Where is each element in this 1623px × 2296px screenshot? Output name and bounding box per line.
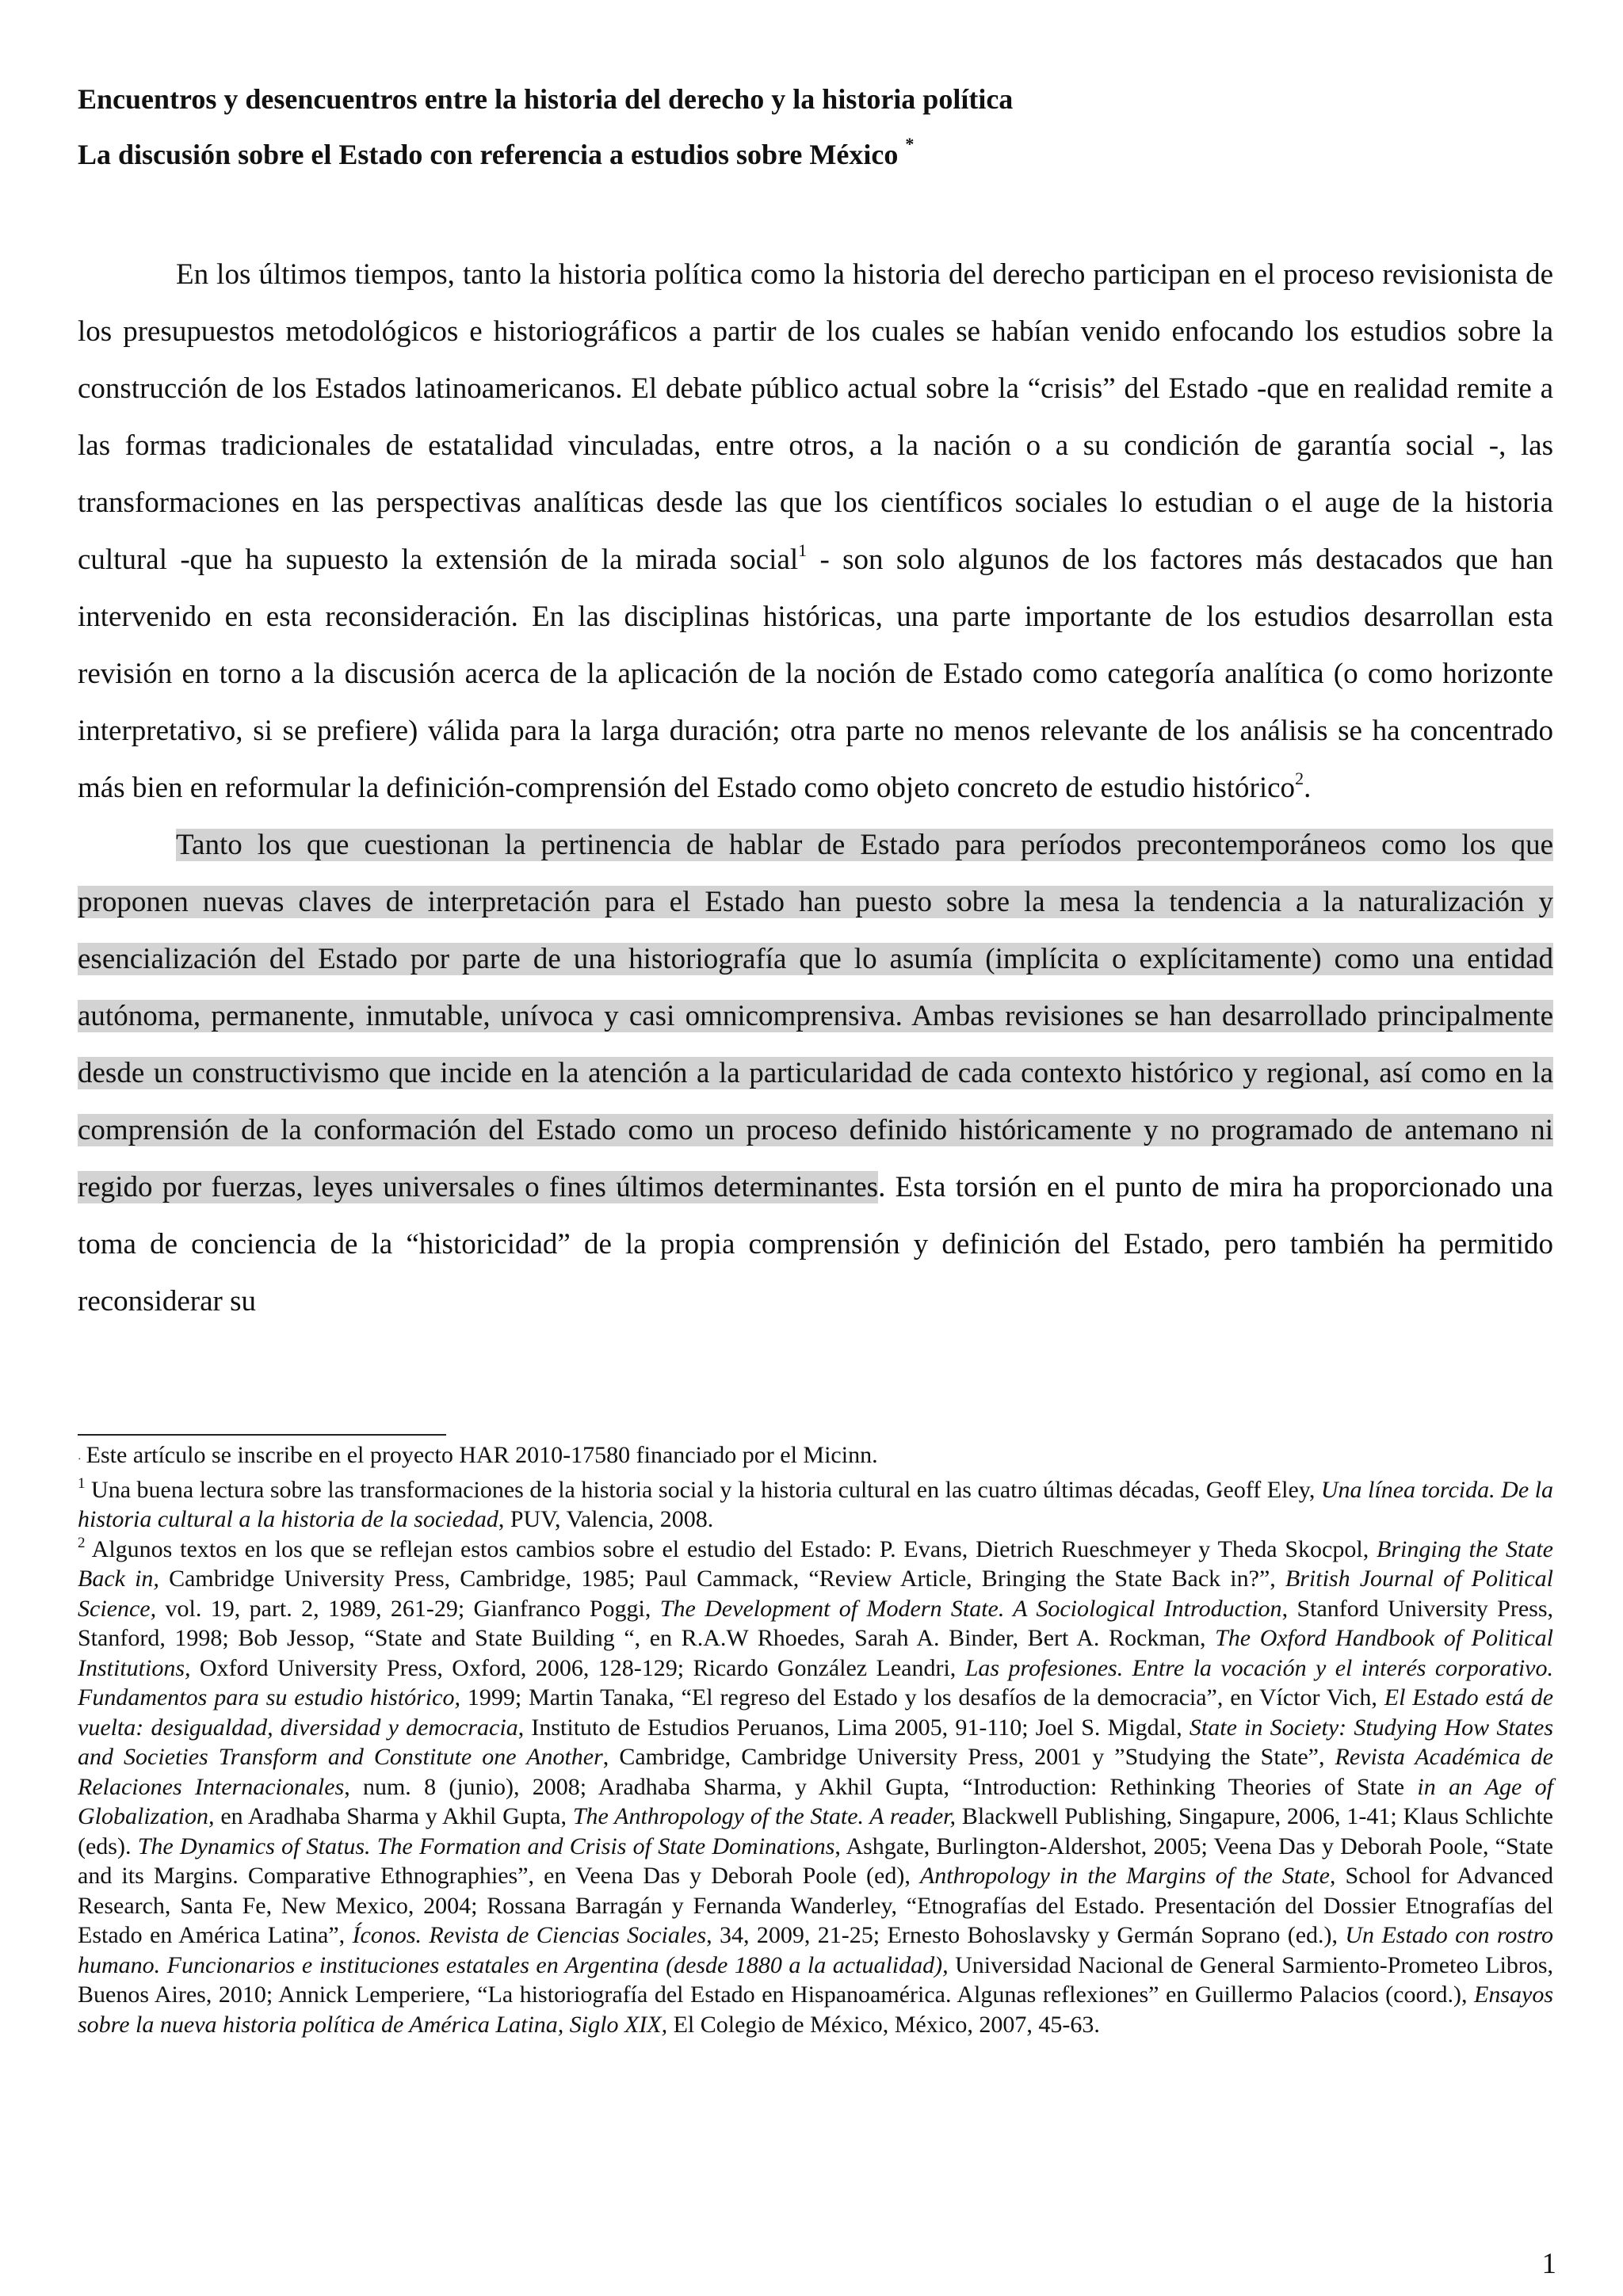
footnote-2-number: 2 xyxy=(78,1534,86,1551)
footnote-ref-1[interactable]: 1 xyxy=(798,540,808,560)
footnote-2-title: British Journal of Political Science, xyxy=(78,1566,1553,1622)
footnote-2-text: Universidad Nacional de General Sarmiento-Prometeo Libros, Buenos Aires, 2010; Annick Lemperiere, “La historiografía del Estado en Hispanoamérica. Algunas reflexiones” en Guillermo Palacios (coord.), xyxy=(78,1951,1554,2008)
footnote-1-text: Una buena lectura sobre las transformaciones de la historia social y la historia cultural en las cuatro últimas décadas, Geoff Eley, xyxy=(85,1476,1321,1503)
footnote-2-text: , Stanford University Press, Stanford, 1998; Bob Jessop, “State and State Building “, en R.A.W Rhoedes, Sarah A. Binder, Bert A. Rockman, xyxy=(78,1595,1554,1651)
title-footnote-marker: * xyxy=(905,134,915,154)
footnote-2-title: The Development of Modern State. A Sociological Introduction xyxy=(659,1595,1282,1622)
footnote-2-text: 1999; Martin Tanaka, “El regreso del Estado y los desafíos de la democracia”, en Víctor Vich, xyxy=(460,1684,1384,1711)
footnote-2-title: The Anthropology of the State. A reader, xyxy=(572,1803,956,1829)
title-text-2: La discusión sobre el Estado con referencia a estudios sobre México xyxy=(78,139,899,170)
footnotes xyxy=(78,1440,1553,2039)
footnote-1-number: 1 xyxy=(78,1474,86,1492)
footnote-2-title: El Estado está de vuelta: desigualdad, diversidad y democracia xyxy=(78,1684,1554,1741)
title-line-1 xyxy=(78,82,1552,116)
footnote-separator xyxy=(78,1434,446,1436)
footnote-2-text: , 34, 2009, 21-25; Ernesto Bohoslavsky y Germán Soprano (ed.), xyxy=(706,1922,1346,1948)
body-text xyxy=(78,246,1553,1330)
footnote-2-title: Las profesiones. Entre la vocación y el interés corporativo. Fundamentos para su estudio histórico, xyxy=(78,1654,1553,1711)
footnote-2-text: Algunos textos en los que se reflejan estos cambios sobre el estudio del Estado: P. Evans, Dietrich Rueschmeyer y Theda Skocpol, xyxy=(85,1535,1377,1562)
footnote-2-text: Cambridge University Press, Cambridge, 1985; Paul Cammack, “Review Article, Bringing the State Back in?”, xyxy=(158,1566,1285,1592)
footnote-2-title: Revista Académica de Relaciones Internacionales xyxy=(78,1744,1554,1800)
footnote-2-text: , Instituto de Estudios Peruanos, Lima 2005, 91-110; Joel S. Migdal, xyxy=(517,1714,1190,1741)
footnote-2-title: Anthropology in the Margins of the State, xyxy=(919,1863,1336,1889)
footnote-2-title: State in Society: Studying How States and Societies Transform and Constitute one Another xyxy=(78,1714,1553,1770)
footnote-2-title: The Dynamics of Status. The Formation and Crisis of State Dominations xyxy=(137,1833,835,1859)
footnote-2-text: Oxford University Press, Oxford, 2006, 128-129; Ricardo González Leandri, xyxy=(190,1654,965,1681)
footnote-2-title: Un Estado con rostro humano. Funcionarios e instituciones estatales en Argentina (desde 1880 a la actualidad), xyxy=(78,1922,1553,1978)
footnote-2-text: , num. 8 (junio), 2008; Aradhaba Sharma, y Akhil Gupta, “Introduction: Rethinking Theories of State xyxy=(344,1773,1418,1800)
footnote-2-title: Íconos. Revista de Ciencias Sociales xyxy=(352,1922,707,1948)
paragraph-2-rest: . Esta torsión en el punto de mira ha proporcionado una toma de conciencia de la “historicidad” de la propia comprensión y definición del Estado, pero también ha permitido reconsiderar su xyxy=(78,1171,1553,1318)
footnote-2-text: en Aradhaba Sharma y Akhil Gupta, xyxy=(214,1803,573,1829)
title-line-2 xyxy=(78,134,1552,172)
footnote-2-text: Blackwell Publishing, Singapure, 2006, 1-41; Klaus Schlichte (eds). xyxy=(78,1803,1553,1859)
footnote-2-text: , Cambridge, Cambridge University Press, 2001 y ”Studying the State”, xyxy=(602,1744,1335,1770)
paragraph-1-text-a: En los últimos tiempos, tanto la historia política como la historia del derecho participan en el proceso revisionista de los presupuestos metodológicos e historiográficos a partir de los cuales se habían venido enfocando los estudios sobre la construcción de los Estados latinoamericanos. El debate público actual sobre la “crisis” del Estado -que en realidad remite a las formas tradicionales de estatalidad vinculadas, entre otros, a la nación o a su condición de garantía social -, las transformaciones en las perspectivas analíticas desde las que los científicos sociales lo estudian o el auge de la historia cultural -que ha supuesto la extensión de la mirada social xyxy=(78,258,1553,576)
paragraph-1-text-b: - son solo algunos de los factores más destacados que han intervenido en esta reconsideración. En las disciplinas históricas, una parte importante de los estudios desarrollan esta revisión en torno a la discusión acerca de la aplicación de la noción de Estado como categoría analítica (o como horizonte interpretativo, si se prefiere) válida para la larga duración; otra parte no menos relevante de los análisis se ha concentrado más bien en reformular la definición-comprensión del Estado como objeto concreto de estudio histórico xyxy=(78,543,1553,804)
paragraph-1-text-c: . xyxy=(1304,772,1312,804)
footnote-2-text: , Ashgate, Burlington-Aldershot, 2005; Veena Das y Deborah Poole, “State and its Margins. Comparative Ethnographies”, en Veena Das y Deborah Poole (ed), xyxy=(78,1833,1553,1889)
footnote-1 xyxy=(78,1475,1553,1535)
paragraph-1 xyxy=(78,246,1553,817)
footnote-star-marker: · xyxy=(78,1454,82,1466)
page-number: 1 xyxy=(1541,2248,1556,2280)
title-text-1: Encuentros y desencuentros entre la historia del derecho y la historia política xyxy=(78,83,1014,115)
footnote-1-title: Una línea torcida. De la historia cultural a la historia de la sociedad xyxy=(78,1476,1554,1532)
footnote-2-title: in an Age of Globalization, xyxy=(78,1773,1553,1829)
footnote-2-title: The Oxford Handbook of Political Institutions, xyxy=(78,1625,1553,1681)
footnote-ref-2[interactable]: 2 xyxy=(1295,769,1304,788)
footnote-2-text: School for Advanced Research, Santa Fe, New Mexico, 2004; Rossana Barragán y Fernanda Wanderley, “Etnografías del Estado. Presentación del Dossier Etnografías del Estado en América Latina”, xyxy=(78,1863,1553,1948)
footnote-2 xyxy=(78,1535,1553,2040)
footnote-2-title: Bringing the State Back in, xyxy=(78,1535,1553,1592)
footnote-2-text: El Colegio de México, México, 2007, 45-63. xyxy=(667,2011,1100,2038)
highlighted-passage[interactable]: Tanto los que cuestionan la pertinencia de hablar de Estado para períodos precontemporáneos como los que proponen nuevas claves de interpretación para el Estado han puesto sobre la mesa la tendencia a la naturalización y esencialización del Estado por parte de una historiografía que lo asumía (implícita o explícitamente) como una entidad autónoma, permanente, inmutable, unívoca y casi omnicomprensiva. Ambas revisiones se han desarrollado principalmente desde un constructivismo que incide en la atención a la particularidad de cada contexto histórico y regional, así como en la comprensión de la conformación del Estado como un proceso definido históricamente y no programado de antemano ni regido por fuerzas, leyes universales o fines últimos determinantes xyxy=(78,829,1553,1203)
paragraph-2 xyxy=(78,817,1553,1330)
footnote-2-text: vol. 19, part. 2, 1989, 261-29; Gianfranco Poggi, xyxy=(156,1595,660,1622)
footnote-1-text-end: , PUV, Valencia, 2008. xyxy=(498,1506,714,1532)
footnote-star-text: Este artículo se inscribe en el proyecto HAR 2010-17580 financiado por el Micinn. xyxy=(86,1442,878,1468)
footnote-star xyxy=(78,1440,1553,1475)
footnote-2-title: Ensayos sobre la nueva historia política de América Latina, Siglo XIX, xyxy=(78,1981,1553,2038)
